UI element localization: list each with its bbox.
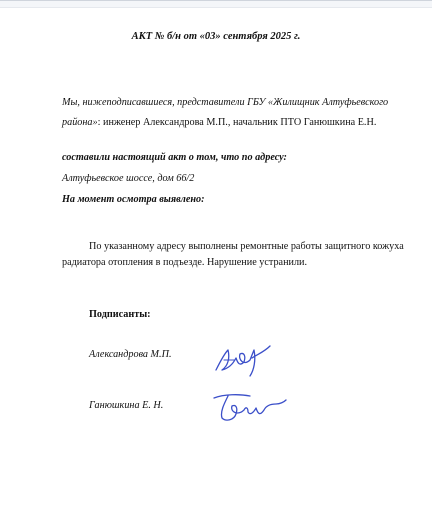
findings-text: По указанному адресу выполнены ремонтные работы защитного кожуха радиатора отопления в подъезде. Нарушение устранили. <box>62 241 404 268</box>
title-suffix: » сентября 2025 г. <box>215 31 301 42</box>
intro-organization: Мы, нижеподписавшиеся, представители ГБУ «Жилищник Алтуфьевского района» <box>62 97 389 128</box>
intro-members: : инженер Александрова М.П., начальник ПТО Ганюшкина Е.Н. <box>97 117 377 128</box>
signer-name-ganyushkina: Ганюшкина Е. Н. <box>89 400 164 411</box>
findings-heading: На момент осмотра выявлено: <box>62 194 205 205</box>
signature-aleksandrova <box>210 340 274 380</box>
title-prefix: АКТ № б/н от « <box>131 31 205 42</box>
title-day: 03 <box>204 31 216 42</box>
compiled-statement: составили настоящий акт о том, что по адресу: <box>62 152 287 163</box>
intro-paragraph <box>62 93 407 133</box>
document-title <box>0 31 432 42</box>
signer-name-aleksandrova: Александрова М.П. <box>89 349 172 360</box>
signature-ganyushkina <box>210 390 288 426</box>
signatories-heading: Подписанты: <box>89 309 151 320</box>
page-top-border <box>0 0 432 8</box>
inspection-address: Алтуфьевское шоссе, дом 66/2 <box>62 173 195 184</box>
